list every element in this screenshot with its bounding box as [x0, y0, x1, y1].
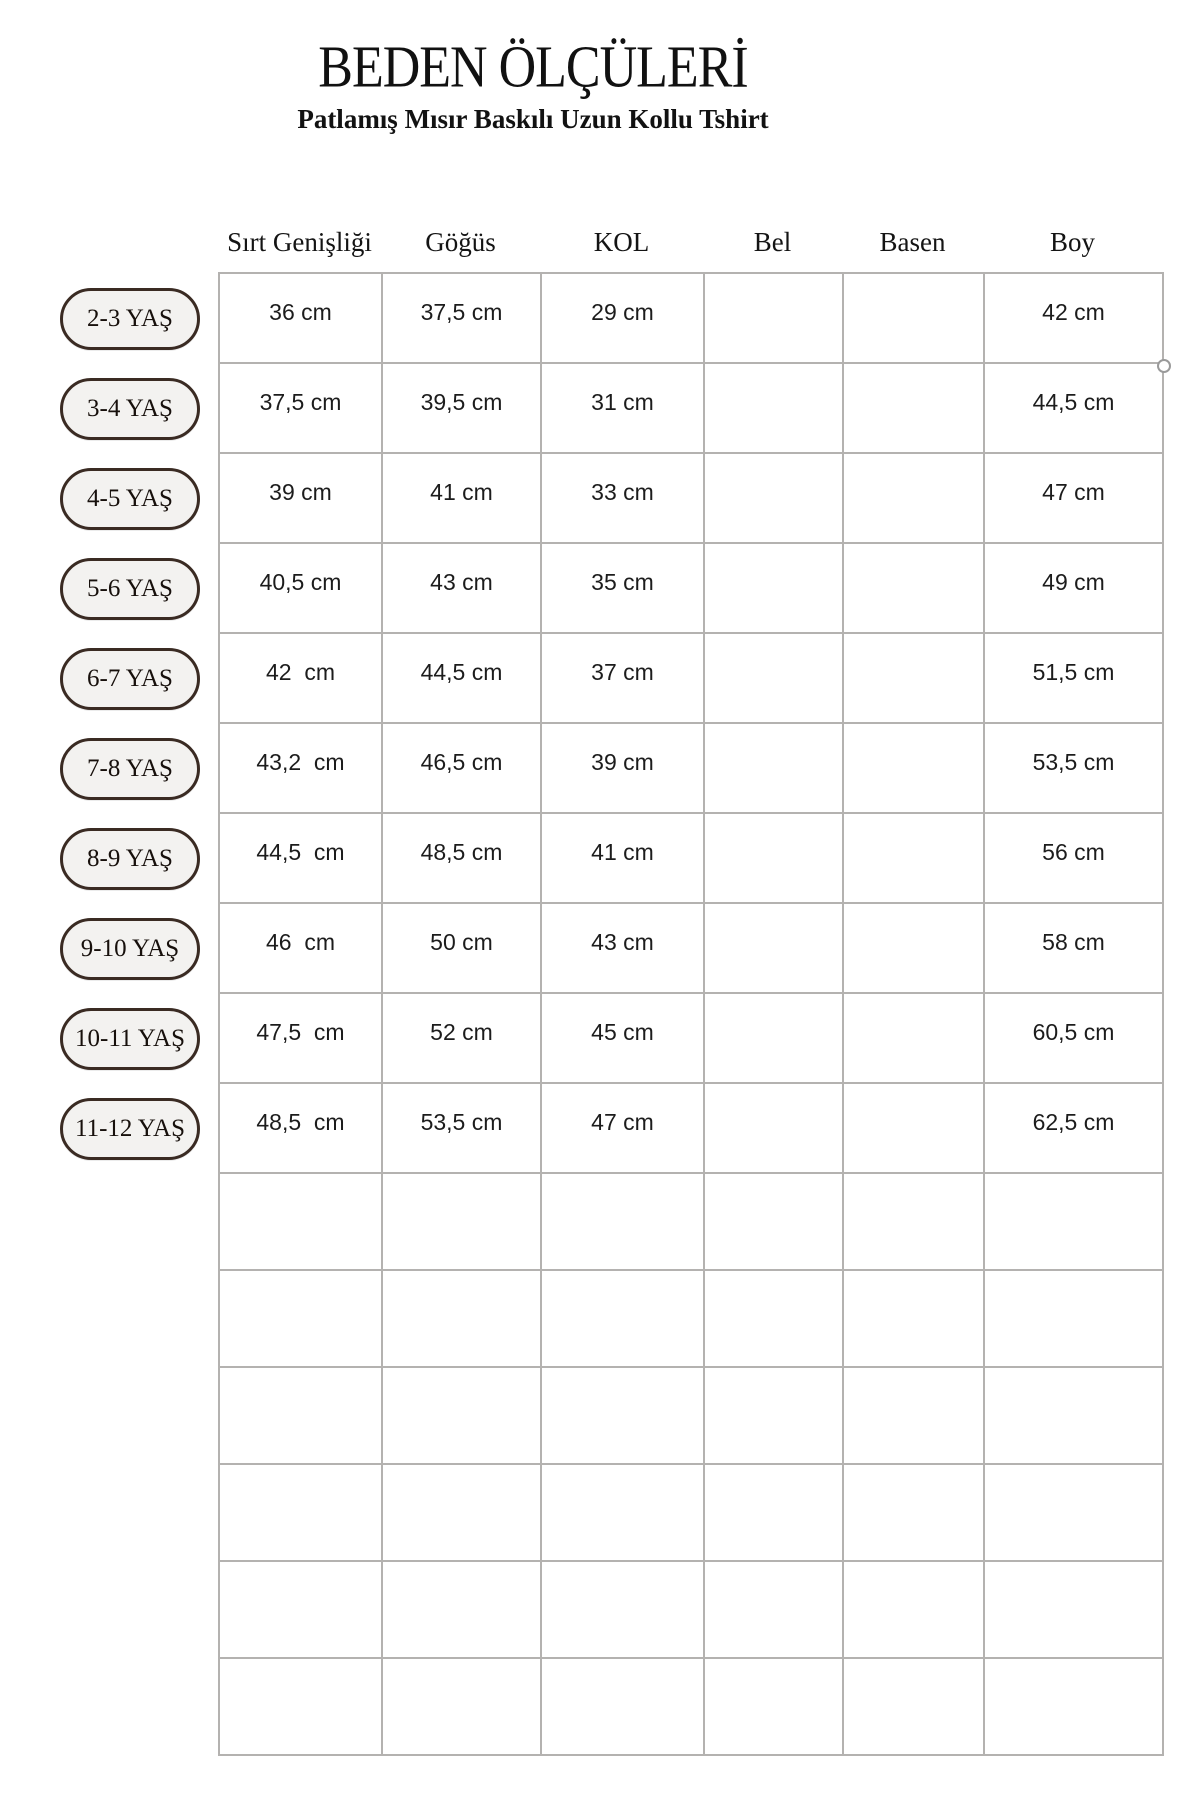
table-cell: 58 cm [985, 904, 1164, 994]
table-cell-empty [844, 1368, 985, 1465]
title-block [0, 34, 1066, 101]
table-cell-empty [985, 1659, 1164, 1756]
table-cell [705, 364, 844, 454]
table-cell [844, 544, 985, 634]
table-cell: 42 cm [220, 634, 383, 724]
table-cell: 39,5 cm [383, 364, 542, 454]
table-cell: 47 cm [542, 1084, 705, 1174]
column-header: Bel [753, 227, 792, 257]
table-cell: 43 cm [542, 904, 705, 994]
table-cell: 40,5 cm [220, 544, 383, 634]
table-cell-empty [542, 1659, 705, 1756]
age-pill: 4-5 YAŞ [60, 468, 200, 530]
table-cell-empty [383, 1659, 542, 1756]
table-cell: 47,5 cm [220, 994, 383, 1084]
table-cell-empty [844, 1562, 985, 1659]
table-cell [705, 454, 844, 544]
table-cell-empty [542, 1271, 705, 1368]
table-cell-empty [985, 1465, 1164, 1562]
table-cell: 60,5 cm [985, 994, 1164, 1084]
measurement-table [218, 272, 1164, 1756]
age-pill: 5-6 YAŞ [60, 558, 200, 620]
table-cell [844, 994, 985, 1084]
table-cell-empty [705, 1271, 844, 1368]
table-cell: 44,5 cm [220, 814, 383, 904]
table-cell-empty [985, 1174, 1164, 1271]
age-pill: 6-7 YAŞ [60, 648, 200, 710]
table-cell [705, 814, 844, 904]
table-cell: 46 cm [220, 904, 383, 994]
table-cell: 37 cm [542, 634, 705, 724]
table-cell [844, 724, 985, 814]
table-cell-empty [220, 1368, 383, 1465]
table-cell-empty [220, 1562, 383, 1659]
table-cell [844, 454, 985, 544]
table-cell-empty [542, 1562, 705, 1659]
table-cell: 39 cm [542, 724, 705, 814]
table-cell: 51,5 cm [985, 634, 1164, 724]
table-cell: 48,5 cm [383, 814, 542, 904]
table-cell-empty [705, 1562, 844, 1659]
table-cell: 29 cm [542, 274, 705, 364]
table-cell: 53,5 cm [383, 1084, 542, 1174]
table-cell-empty [844, 1465, 985, 1562]
table-cell-empty [383, 1368, 542, 1465]
table-cell: 56 cm [985, 814, 1164, 904]
table-cell: 37,5 cm [383, 274, 542, 364]
table-cell [705, 724, 844, 814]
table-cell: 42 cm [985, 274, 1164, 364]
table-cell-empty [383, 1562, 542, 1659]
table-cell: 49 cm [985, 544, 1164, 634]
table-cell: 43 cm [383, 544, 542, 634]
table-cell-empty [220, 1271, 383, 1368]
table-cell: 53,5 cm [985, 724, 1164, 814]
table-cell-empty [844, 1271, 985, 1368]
table-cell: 39 cm [220, 454, 383, 544]
table-cell: 35 cm [542, 544, 705, 634]
table-cell-empty [705, 1465, 844, 1562]
table-cell: 37,5 cm [220, 364, 383, 454]
table-cell [844, 634, 985, 724]
age-pill: 3-4 YAŞ [60, 378, 200, 440]
table-cell [844, 274, 985, 364]
table-cell-empty [383, 1174, 542, 1271]
table-cell: 31 cm [542, 364, 705, 454]
table-cell: 48,5 cm [220, 1084, 383, 1174]
table-cell-empty [220, 1174, 383, 1271]
table-cell-empty [705, 1174, 844, 1271]
table-cell: 36 cm [220, 274, 383, 364]
table-cell [705, 274, 844, 364]
table-cell: 44,5 cm [985, 364, 1164, 454]
table-cell [844, 814, 985, 904]
table-cell-empty [542, 1465, 705, 1562]
page-subtitle: Patlamış Mısır Baskılı Uzun Kollu Tshirt [297, 104, 769, 134]
column-header: Sırt Genişliği [227, 227, 372, 257]
table-cell: 46,5 cm [383, 724, 542, 814]
column-header: Göğüs [425, 227, 496, 257]
age-pill: 8-9 YAŞ [60, 828, 200, 890]
age-pill: 11-12 YAŞ [60, 1098, 200, 1160]
age-pill: 9-10 YAŞ [60, 918, 200, 980]
table-cell: 33 cm [542, 454, 705, 544]
table-cell-empty [844, 1174, 985, 1271]
table-cell: 62,5 cm [985, 1084, 1164, 1174]
age-pill: 10-11 YAŞ [60, 1008, 200, 1070]
table-cell [705, 904, 844, 994]
table-cell: 50 cm [383, 904, 542, 994]
table-cell [705, 634, 844, 724]
table-cell-empty [383, 1271, 542, 1368]
table-cell: 52 cm [383, 994, 542, 1084]
table-cell-empty [985, 1368, 1164, 1465]
column-header: Basen [879, 227, 946, 257]
table-cell [705, 1084, 844, 1174]
table-cell [844, 904, 985, 994]
table-cell [844, 1084, 985, 1174]
resize-handle-icon[interactable] [1157, 359, 1171, 373]
table-cell: 44,5 cm [383, 634, 542, 724]
column-headers [218, 200, 1162, 266]
table-cell-empty [220, 1465, 383, 1562]
table-cell: 47 cm [985, 454, 1164, 544]
table-cell [705, 994, 844, 1084]
column-header: Boy [1049, 227, 1095, 257]
table-cell-empty [220, 1659, 383, 1756]
table-cell-empty [705, 1659, 844, 1756]
table-cell-empty [383, 1465, 542, 1562]
table-cell-empty [705, 1368, 844, 1465]
table-cell: 41 cm [383, 454, 542, 544]
table-cell-empty [985, 1271, 1164, 1368]
age-pill: 7-8 YAŞ [60, 738, 200, 800]
age-pill: 2-3 YAŞ [60, 288, 200, 350]
column-header: KOL [593, 227, 650, 257]
table-cell: 41 cm [542, 814, 705, 904]
table-cell-empty [985, 1562, 1164, 1659]
table-cell-empty [542, 1174, 705, 1271]
table-cell [705, 544, 844, 634]
table-cell: 43,2 cm [220, 724, 383, 814]
table-cell: 45 cm [542, 994, 705, 1084]
page-title: BEDEN ÖLÇÜLERİ [318, 35, 748, 101]
table-cell-empty [542, 1368, 705, 1465]
table-cell-empty [844, 1659, 985, 1756]
table-cell [844, 364, 985, 454]
